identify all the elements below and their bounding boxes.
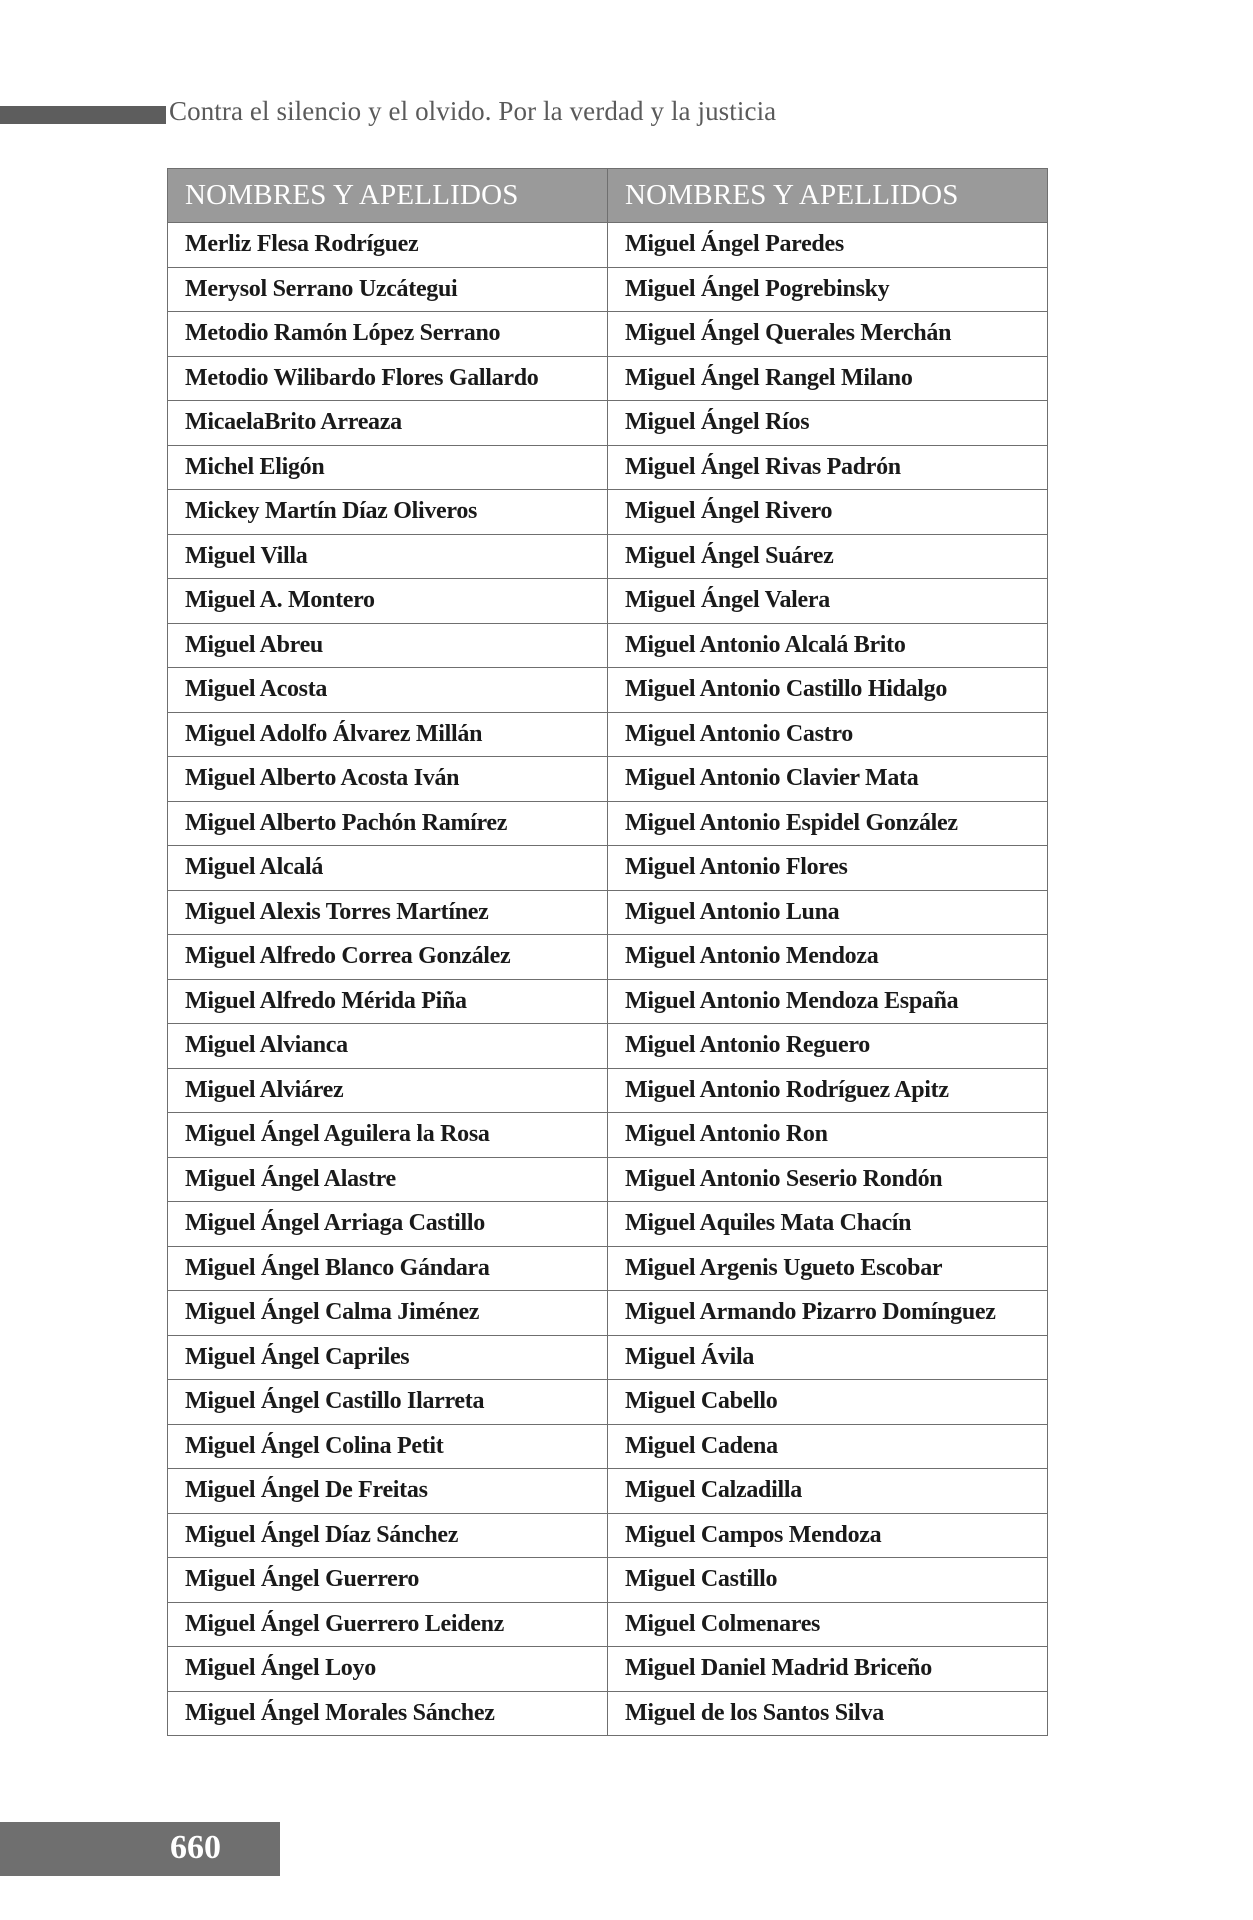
name-cell: Miguel Antonio Ron [608,1113,1048,1158]
table-row [168,356,1048,401]
table-row [168,1202,1048,1247]
table-row [168,1335,1048,1380]
name-cell: Miguel Antonio Mendoza España [608,979,1048,1024]
name-cell: Miguel Aquiles Mata Chacín [608,1202,1048,1247]
table-row [168,1246,1048,1291]
table-row [168,668,1048,713]
name-cell: Metodio Wilibardo Flores Gallardo [168,356,608,401]
name-cell: Miguel Ángel Castillo Ilarreta [168,1380,608,1425]
name-cell: Miguel Abreu [168,623,608,668]
name-cell: Miguel Antonio Alcalá Brito [608,623,1048,668]
name-cell: Miguel Ávila [608,1335,1048,1380]
name-cell: Miguel Ángel Suárez [608,534,1048,579]
table-row [168,445,1048,490]
name-cell: Miguel Antonio Reguero [608,1024,1048,1069]
name-cell: Miguel Calzadilla [608,1469,1048,1514]
table-row [168,312,1048,357]
table-row [168,401,1048,446]
name-cell: Miguel Villa [168,534,608,579]
table-row [168,1691,1048,1736]
name-cell: Miguel Ángel Loyo [168,1647,608,1692]
name-cell: Miguel Alcalá [168,846,608,891]
name-cell: Miguel Alfredo Correa González [168,935,608,980]
running-title: Contra el silencio y el olvido. Por la verdad y la justicia [169,96,777,126]
name-cell: Miguel Ángel Morales Sánchez [168,1691,608,1736]
table-row [168,579,1048,624]
name-cell: Miguel Alexis Torres Martínez [168,890,608,935]
table-row [168,801,1048,846]
name-cell: Miguel Ángel Rangel Milano [608,356,1048,401]
name-cell: Miguel Alviárez [168,1068,608,1113]
name-cell: Miguel A. Montero [168,579,608,624]
name-cell: Miguel Antonio Rodríguez Apitz [608,1068,1048,1113]
table-row [168,223,1048,268]
table-row [168,1558,1048,1603]
table-row [168,490,1048,535]
name-cell: Miguel Cabello [608,1380,1048,1425]
table-row [168,1380,1048,1425]
name-cell: Miguel Ángel Capriles [168,1335,608,1380]
table-row [168,935,1048,980]
name-cell: Miguel Ángel Blanco Gándara [168,1246,608,1291]
name-cell: Miguel Antonio Seserio Rondón [608,1157,1048,1202]
name-cell: Merysol Serrano Uzcátegui [168,267,608,312]
name-cell: Miguel Daniel Madrid Briceño [608,1647,1048,1692]
name-cell: Miguel Colmenares [608,1602,1048,1647]
name-cell: Miguel Ángel Valera [608,579,1048,624]
name-cell: Miguel Antonio Espidel González [608,801,1048,846]
name-cell: Miguel Antonio Castro [608,712,1048,757]
table-row [168,1068,1048,1113]
name-cell: Miguel Antonio Clavier Mata [608,757,1048,802]
table-row [168,623,1048,668]
name-cell: Miguel Ángel Guerrero Leidenz [168,1602,608,1647]
table-row [168,1113,1048,1158]
names-table [167,168,1048,1736]
name-cell: Miguel Ángel Calma Jiménez [168,1291,608,1336]
name-cell: Miguel Antonio Luna [608,890,1048,935]
table-body [168,223,1048,1736]
name-cell: Miguel Ángel Alastre [168,1157,608,1202]
name-cell: Miguel Ángel Díaz Sánchez [168,1513,608,1558]
name-cell: Miguel Acosta [168,668,608,713]
name-cell: Miguel Ángel Ríos [608,401,1048,446]
name-cell: Miguel Ángel Colina Petit [168,1424,608,1469]
name-cell: Miguel Argenis Ugueto Escobar [608,1246,1048,1291]
name-cell: Miguel Campos Mendoza [608,1513,1048,1558]
name-cell: Miguel Antonio Flores [608,846,1048,891]
table-row [168,1291,1048,1336]
table-header-row [168,169,1048,223]
name-cell: Miguel Ángel Rivas Padrón [608,445,1048,490]
name-cell: Miguel Cadena [608,1424,1048,1469]
name-cell: Miguel Ángel Querales Merchán [608,312,1048,357]
page-number: 660 [170,1829,221,1866]
name-cell: Miguel Ángel Pogrebinsky [608,267,1048,312]
name-cell: Miguel Ángel De Freitas [168,1469,608,1514]
name-cell: Michel Eligón [168,445,608,490]
name-cell: Merliz Flesa Rodríguez [168,223,608,268]
name-cell: MicaelaBrito Arreaza [168,401,608,446]
name-cell: Miguel Alvianca [168,1024,608,1069]
table-row [168,1024,1048,1069]
column-header: NOMBRES Y APELLIDOS [608,169,1048,223]
name-cell: Miguel Alberto Acosta Iván [168,757,608,802]
table-row [168,890,1048,935]
name-cell: Miguel Alfredo Mérida Piña [168,979,608,1024]
name-cell: Miguel Ángel Guerrero [168,1558,608,1603]
table-row [168,846,1048,891]
name-cell: Miguel Adolfo Álvarez Millán [168,712,608,757]
table-row [168,1157,1048,1202]
name-cell: Miguel de los Santos Silva [608,1691,1048,1736]
table-row [168,267,1048,312]
table-row [168,757,1048,802]
table-row [168,1424,1048,1469]
name-cell: Miguel Antonio Mendoza [608,935,1048,980]
name-cell: Miguel Alberto Pachón Ramírez [168,801,608,846]
name-cell: Miguel Ángel Paredes [608,223,1048,268]
table-row [168,979,1048,1024]
table-row [168,1602,1048,1647]
table-row [168,1513,1048,1558]
name-cell: Metodio Ramón López Serrano [168,312,608,357]
page-number-box [0,1822,280,1876]
name-cell: Mickey Martín Díaz Oliveros [168,490,608,535]
table-row [168,1647,1048,1692]
name-cell: Miguel Ángel Arriaga Castillo [168,1202,608,1247]
table-row [168,1469,1048,1514]
name-cell: Miguel Ángel Rivero [608,490,1048,535]
column-header: NOMBRES Y APELLIDOS [168,169,608,223]
name-cell: Miguel Armando Pizarro Domínguez [608,1291,1048,1336]
name-cell: Miguel Antonio Castillo Hidalgo [608,668,1048,713]
name-cell: Miguel Ángel Aguilera la Rosa [168,1113,608,1158]
header-decorative-bar [0,106,166,124]
table-row [168,712,1048,757]
table-row [168,534,1048,579]
name-cell: Miguel Castillo [608,1558,1048,1603]
